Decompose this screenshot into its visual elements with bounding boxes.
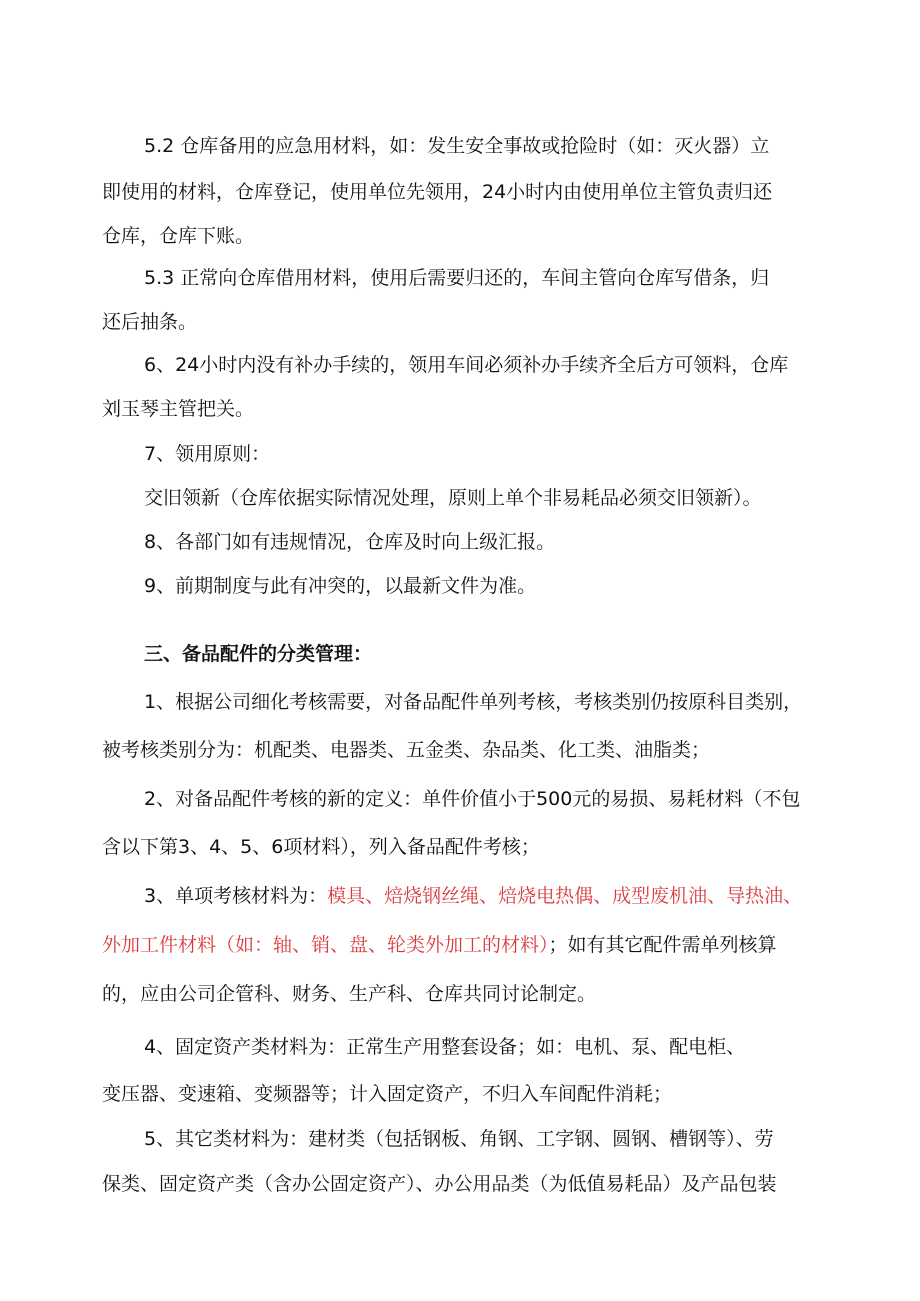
section-3-item-5-line-2: 保类、固定资产类（含办公固定资产）、办公用品类（为低值易耗品）及产品包装 bbox=[102, 1173, 777, 1195]
paragraph-9-line-1: 9、前期制度与此有冲突的，以最新文件为准。 bbox=[144, 575, 537, 597]
paragraph-5-2-line-1: 5.2 仓库备用的应急用材料，如：发生安全事故或抢险时（如：灭火器）立 bbox=[144, 135, 770, 157]
paragraph-5-2-line-3: 仓库，仓库下账。 bbox=[102, 225, 255, 247]
paragraph-6-line-2: 刘玉琴主管把关。 bbox=[102, 398, 255, 420]
item-3-red-outsourced: 外加工件材料（如：轴、销、盘、轮类外加工的材料） bbox=[102, 934, 549, 956]
section-3-heading: 三、备品配件的分类管理： bbox=[144, 643, 373, 665]
item-3-suffix: ；如有其它配件需单列核算 bbox=[548, 934, 777, 956]
paragraph-6-line-1: 6、24小时内没有补办手续的，领用车间必须补办手续齐全后方可领料，仓库 bbox=[144, 354, 789, 376]
section-3-item-5-line-1: 5、其它类材料为：建材类（包括钢板、角钢、工字钢、圆钢、槽钢等）、劳 bbox=[144, 1128, 774, 1150]
paragraph-5-3-line-2: 还后抽条。 bbox=[102, 311, 198, 333]
paragraph-7-line-2: 交旧领新（仓库依据实际情况处理，原则上单个非易耗品必须交旧领新）。 bbox=[144, 487, 762, 509]
section-3-item-3-line-2 bbox=[102, 933, 777, 957]
section-3-item-2-line-1: 2、对备品配件考核的新的定义：单件价值小于500元的易损、易耗材料（不包 bbox=[144, 788, 801, 810]
section-3-item-1-line-1: 1、根据公司细化考核需要，对备品配件单列考核，考核类别仍按原科目类别， bbox=[144, 691, 803, 713]
item-3-prefix: 3、单项考核材料为： bbox=[144, 885, 328, 907]
paragraph-5-3-line-1: 5.3 正常向仓库借用材料，使用后需要归还的，车间主管向仓库写借条，归 bbox=[144, 267, 770, 289]
section-3-item-3-line-1 bbox=[144, 884, 802, 908]
section-3-item-3-line-3: 的，应由公司企管科、财务、生产科、仓库共同讨论制定。 bbox=[102, 983, 597, 1005]
item-3-red-materials: 模具、焙烧钢丝绳、焙烧电热偶、成型废机油、导热油、 bbox=[327, 885, 803, 907]
paragraph-7-line-1: 7、领用原则： bbox=[144, 443, 271, 465]
paragraph-5-2-line-2: 即使用的材料，仓库登记，使用单位先领用，24小时内由使用单位主管负责归还 bbox=[102, 181, 773, 203]
section-3-item-4-line-2: 变压器、变速箱、变频器等；计入固定资产，不归入车间配件消耗； bbox=[102, 1083, 673, 1105]
section-3-item-2-line-2: 含以下第3、4、5、6项材料），列入备品配件考核； bbox=[102, 836, 540, 858]
paragraph-8-line-1: 8、各部门如有违规情况，仓库及时向上级汇报。 bbox=[144, 531, 556, 553]
section-3-item-4-line-1: 4、固定资产类材料为：正常生产用整套设备；如：电机、泵、配电柜、 bbox=[144, 1036, 746, 1058]
section-3-item-1-line-2: 被考核类别分为：机配类、电器类、五金类、杂品类、化工类、油脂类； bbox=[102, 739, 711, 761]
